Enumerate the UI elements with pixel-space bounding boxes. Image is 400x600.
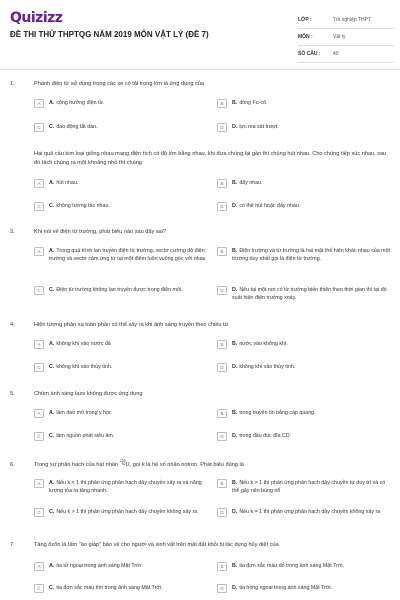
option-label: C. — [49, 203, 55, 209]
option-c[interactable] — [34, 203, 184, 211]
question-number — [10, 150, 34, 159]
option-label: B. — [232, 563, 238, 569]
option-text: làm nguồn phát siêu âm. — [56, 433, 115, 439]
option-letter: D — [217, 584, 227, 593]
option-text: có thể hút hoặc đẩy nhau — [239, 203, 299, 209]
option-label: B. — [232, 248, 238, 254]
quizizz-logo: Quizizz — [10, 10, 63, 26]
option-label: C. — [49, 124, 55, 130]
option-c[interactable] — [34, 433, 184, 441]
option-b[interactable] — [217, 248, 391, 263]
option-label: C. — [49, 585, 55, 591]
option-d[interactable] — [217, 287, 391, 302]
option-text: Điện từ trường không lan truyền được trong điện môi. — [56, 287, 183, 293]
option-c[interactable] — [34, 364, 184, 372]
option-label: B. — [232, 480, 238, 486]
option-letter: D — [217, 432, 227, 441]
meta-value: 40 — [333, 51, 339, 57]
option-label: D. — [232, 509, 238, 515]
option-letter: A — [34, 409, 44, 418]
question-stem: Hai quả cầu kim loại giống nhau mang điện tích có độ lớn bằng nhau, khi đưa chúng lại gần thì chúng hút nhau. Cho chúng tiếp xúc nhau, sau đó tách chúng ra một khoảng nhỏ thì chúng — [34, 151, 387, 166]
question-text — [10, 541, 390, 550]
option-letter: D — [217, 123, 227, 132]
option-label: D. — [232, 124, 238, 130]
option-a[interactable] — [34, 100, 184, 108]
option-d[interactable] — [217, 433, 387, 441]
option-text: dòng Fu-cô. — [239, 100, 268, 106]
option-label: B. — [232, 180, 238, 186]
question-text — [10, 390, 390, 399]
option-letter: B — [217, 99, 227, 108]
option-letter: D — [217, 286, 227, 295]
option-letter: C — [34, 584, 44, 593]
option-label: B. — [232, 100, 238, 106]
option-text: đẩy nhau — [239, 180, 262, 186]
option-letter: A — [34, 179, 44, 188]
option-label: C. — [49, 287, 55, 293]
option-d[interactable] — [217, 203, 387, 211]
option-label: C. — [49, 364, 55, 370]
meta-table — [298, 12, 394, 63]
question-text — [10, 321, 390, 330]
option-text: Nếu k > 1 thì phản ứng phân hạch dây chuyền tự duy trì và có thể gây nên bùng nổ — [232, 480, 386, 494]
option-c[interactable] — [34, 585, 210, 593]
meta-key: SỐ CÂU : — [298, 51, 321, 57]
option-text: tia tử ngoại trong ánh sáng Mặt Trời — [56, 563, 141, 569]
option-label: A. — [49, 248, 55, 254]
question-number: 1. — [10, 81, 15, 87]
option-text: Trong quá trình lan truyền điện từ trường, vectơ cường độ điện trường và vectơ cảm ứng từ tại một điểm luôn vuông góc với nhau — [49, 248, 206, 262]
option-letter: B — [217, 247, 227, 256]
option-b[interactable] — [217, 480, 389, 495]
question-text — [10, 80, 390, 89]
option-text: cộng hưởng điện từ. — [56, 100, 105, 106]
meta-key: LỚP : — [298, 17, 312, 23]
question-stem: Tầng ôzôn là tấm "áo giáp" bảo vệ cho người và sinh vật trên mặt đất khỏi bị tác dụng hủy diệt của — [34, 542, 279, 548]
option-letter: C — [34, 286, 44, 295]
option-a[interactable] — [34, 410, 184, 418]
option-b[interactable] — [217, 180, 387, 188]
option-d[interactable] — [217, 509, 389, 517]
option-text: tia đơn sắc màu đỏ trong ánh sáng Mặt Trời. — [239, 563, 345, 569]
option-text: trong truyền tin bằng cáp quang. — [239, 410, 316, 416]
option-letter: B — [217, 179, 227, 188]
option-label: D. — [232, 364, 238, 370]
option-label: A. — [49, 410, 55, 416]
option-d[interactable] — [217, 585, 391, 593]
option-text: Điện trường và từ trường là hai mặt thể hiện khác nhau của một trường duy nhất gọi là điện từ trường. — [232, 248, 390, 262]
option-letter: C — [34, 363, 44, 372]
option-letter: B — [217, 562, 227, 571]
option-b[interactable] — [217, 100, 387, 108]
option-letter: A — [34, 562, 44, 571]
option-text: không khí vào thủy tinh. — [239, 364, 296, 370]
option-text: làm dao mổ trong y học — [56, 410, 112, 416]
option-label: A. — [49, 480, 55, 486]
option-letter: A — [34, 247, 44, 256]
meta-value: Vật lý — [333, 34, 346, 40]
option-a[interactable] — [34, 480, 204, 495]
option-letter: B — [217, 479, 227, 488]
option-a[interactable] — [34, 248, 210, 263]
meta-row-count — [298, 46, 394, 63]
question-number: 6. — [10, 462, 15, 468]
option-letter: B — [217, 340, 227, 349]
option-text: hút nhau. — [56, 180, 79, 186]
option-label: A. — [49, 180, 55, 186]
option-c[interactable] — [34, 509, 204, 517]
question-stem: Trong sự phân hạch của hạt nhân — [34, 462, 120, 468]
option-c[interactable] — [34, 124, 184, 132]
option-letter: B — [217, 409, 227, 418]
option-d[interactable] — [217, 124, 387, 132]
question-number: 5. — [10, 391, 15, 397]
option-b[interactable] — [217, 410, 387, 418]
option-label: A. — [49, 341, 55, 347]
option-letter: A — [34, 340, 44, 349]
question-stem-end: , gọi k là hệ số nhân notron. Phát biểu đúng là — [129, 462, 244, 468]
option-letter: C — [34, 508, 44, 517]
question-stem: Phanh điện từ sử dụng trong các xe có tải trọng lớn là ứng dụng của — [34, 81, 205, 87]
option-label: C. — [49, 509, 55, 515]
question-stem: Hiện tượng phản xạ toàn phần có thể xảy ra khi ánh sáng truyền theo chiều từ — [34, 322, 229, 328]
option-text: Nếu k = 1 thì phản ứng phân hạch dây chuyền không xảy ra — [239, 509, 381, 515]
option-label: D. — [232, 585, 238, 591]
option-letter: D — [217, 508, 227, 517]
option-letter: A — [34, 479, 44, 488]
option-label: D. — [232, 287, 238, 293]
question-number: 7. — [10, 542, 15, 548]
option-label: D. — [232, 433, 238, 439]
option-text: không tương tác nhau. — [56, 203, 110, 209]
option-label: B. — [232, 410, 238, 416]
question-stem: Khi nói về điện từ trường, phát biểu nào sau đây sai? — [34, 229, 167, 235]
option-text: Nếu k < 1 thì phản ứng phân hạch dây chuyền xảy ra và năng lượng tỏa ra tăng nhanh. — [49, 480, 202, 494]
option-b[interactable] — [217, 341, 387, 349]
meta-value: Tốt nghiệp THPT — [333, 17, 371, 23]
question-stem: Chùm ánh sáng laze không được ứng dụng — [34, 391, 143, 397]
option-letter: D — [217, 363, 227, 372]
option-text: không khí vào thủy tinh. — [56, 364, 113, 370]
option-text: không khí vào nước đá — [56, 341, 111, 347]
question-text — [10, 228, 390, 237]
option-letter: A — [34, 99, 44, 108]
option-d[interactable] — [217, 364, 387, 372]
option-a[interactable] — [34, 563, 210, 571]
option-text: tia đơn sắc màu tím trong ánh sáng Mặt Trời. — [56, 585, 163, 591]
option-text: nước vào không khí. — [239, 341, 288, 347]
atomic-number: 92 — [121, 462, 126, 466]
option-letter: C — [34, 202, 44, 211]
option-label: A. — [49, 100, 55, 106]
meta-key: MÔN : — [298, 34, 313, 40]
option-text: dao động tắt dần. — [56, 124, 98, 130]
header — [0, 0, 400, 70]
question-text — [10, 150, 390, 167]
mass-number: 235 — [119, 459, 126, 463]
option-label: B. — [232, 341, 238, 347]
option-text: Nếu tại một nơi có từ trường biến thiên theo thời gian thì tại đó xuất hiện điện trường xoáy. — [232, 287, 387, 301]
option-letter: C — [34, 432, 44, 441]
option-label: C. — [49, 433, 55, 439]
option-text: tia hồng ngoại trong ánh sáng Mặt Trời. — [239, 585, 333, 591]
meta-row-subject — [298, 29, 394, 46]
option-text: lực ma sát trượt. — [239, 124, 279, 130]
element-symbol: U — [125, 462, 130, 468]
option-b[interactable] — [217, 563, 391, 571]
option-letter: D — [217, 202, 227, 211]
option-label: D. — [232, 203, 238, 209]
option-a[interactable] — [34, 341, 184, 349]
option-label: A. — [49, 563, 55, 569]
option-text: Nếu k > 1 thì phản ứng phân hạch dây chuyền không xảy ra — [56, 509, 198, 515]
meta-row-class — [298, 12, 394, 29]
option-text: trong đầu đọc đĩa CD — [239, 433, 290, 439]
option-letter: C — [34, 123, 44, 132]
question-text — [10, 460, 390, 470]
option-a[interactable] — [34, 180, 184, 188]
page-title: ĐỀ THI THỬ THPTQG NĂM 2019 MÔN VẬT LÝ (ĐỀ 7) — [10, 30, 209, 39]
question-number: 3. — [10, 229, 15, 235]
question-number: 4. — [10, 322, 15, 328]
option-c[interactable] — [34, 287, 210, 295]
